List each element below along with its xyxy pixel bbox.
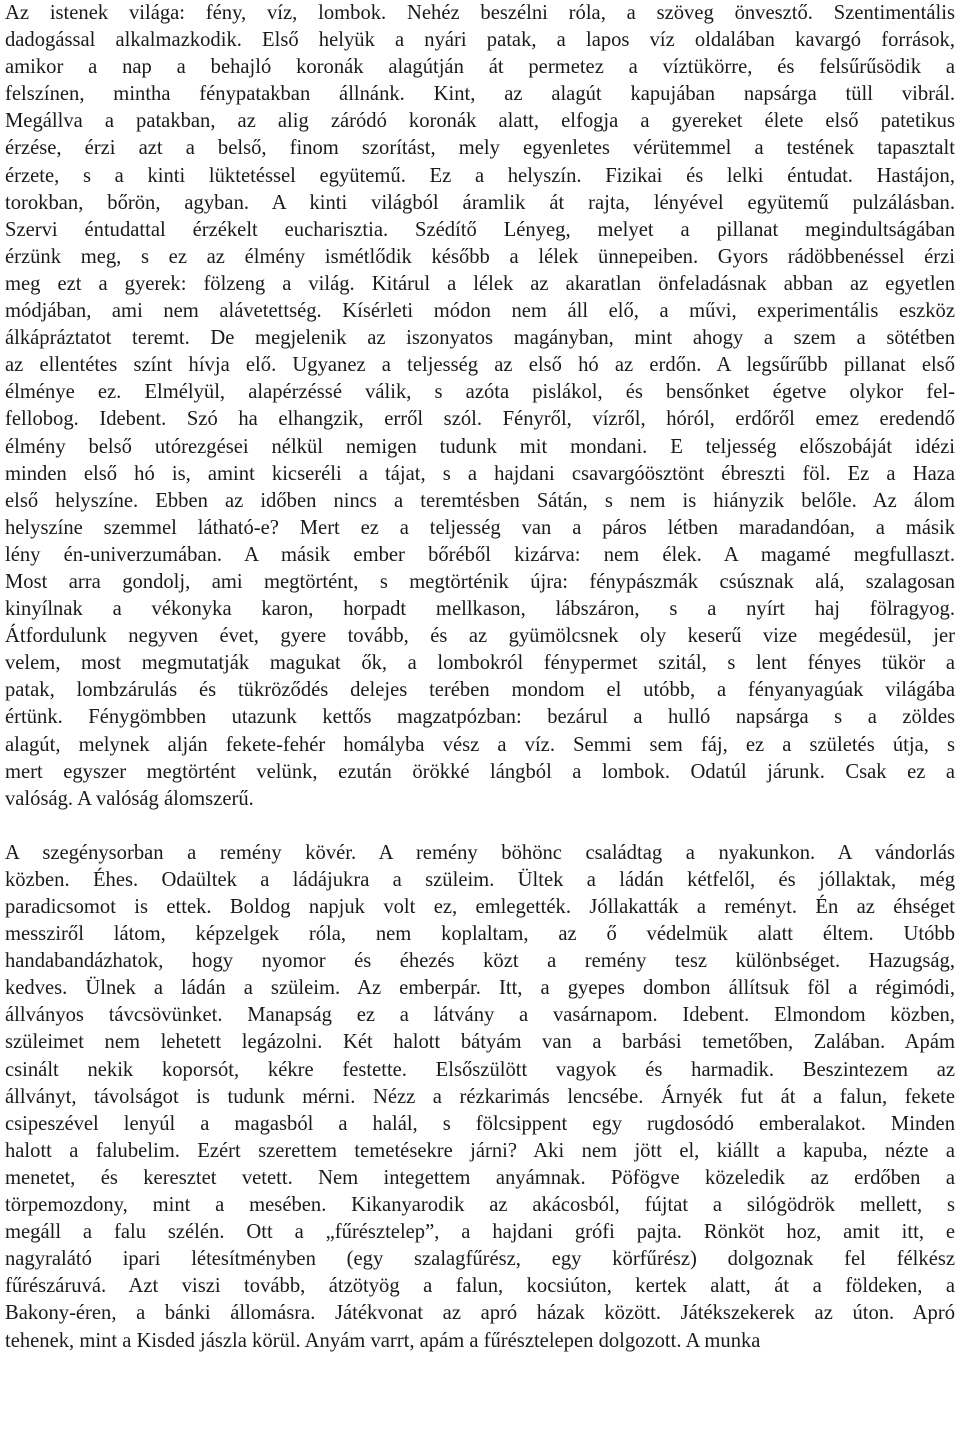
text-line: torokban, bőrön, agyban. A kinti világból áramlik át rajta, lényével együtemű pulzálásban.: [5, 191, 955, 214]
text-line: paradicsomot is ettek. Boldog napjuk volt ez, emlegették. Jóllakatták a reményt. Én az éhséget: [5, 896, 955, 918]
text-line: helyszíne szemmel látható-e? Mert ez a teljesség van a páros létben maradandóan, a másik: [5, 516, 955, 539]
text-line: módjában, ami nem alávetettség. Kísérleti módon nem áll elő, a művi, experimentális eszköz: [5, 300, 955, 323]
text-line: élmény belső utórezgései nélkül nemigen tudunk mit mondani. E teljesség előszobáját idézi: [5, 435, 955, 458]
text-line: állványos távcsövünket. Manapság ez a látvány a vasárnapom. Idebent. Elmondom közben,: [5, 1004, 955, 1027]
text-line: érzünk meg, s ez az élmény ismétlődik később a lélek ünnepeiben. Gyors rádöbbenéssel érzi: [5, 245, 955, 268]
text-line: tehenek, mint a Kisded jászla körül. Anyám varrt, apám a fűrésztelepen dolgozott. A munka: [5, 1329, 761, 1352]
text-line: felszínen, mintha fénypatakban állnánk. Kint, az alagút kapujában napsárga tüll vibrál.: [5, 83, 955, 106]
text-line: menetet, és keresztet vetett. Nem integettem anyámnak. Pöfögve közeledik az erdőben a: [5, 1166, 955, 1189]
text-line: kedves. Ülnek a ládán a szüleim. Az emberpár. Itt, a gyepes dombon állítsuk föl a régimódi,: [5, 977, 955, 1000]
text-line: lény én-univerzumában. A másik ember bőréből kizárva: nem élek. A magamé megfullaszt.: [5, 543, 955, 566]
text-line: amikor a nap a behajló koronák alagútján át permetez a víztükörre, és felsűrűsödik a: [5, 56, 955, 79]
text-line: messziről látom, képzelgek róla, nem koplaltam, az ő védelmük alatt éltem. Utóbb: [5, 923, 955, 946]
text-line: álkápráztatot teremt. De megjelenik az iszonyatos magányban, mint ahogy a szem a sötétben: [5, 327, 955, 350]
text-line: Bakony-éren, a bánki állomásra. Játékvonat az apró házak között. Játékszekerek az úton. Apró: [5, 1302, 955, 1325]
text-line: handabandázhatok, hogy nyomor és éhezés közt a remény tesz különbséget. Hazugság,: [5, 950, 955, 973]
text-line: fellobog. Idebent. Szó ha elhangzik, erről szól. Fényről, vízről, hóról, erdőről emez eredendő: [5, 408, 955, 431]
paragraph-2: [5, 840, 955, 1355]
text-line: Most arra gondolj, ami megtörtént, s megtörténik újra: fénypászmák csúsznak alá, szalagosan: [5, 570, 955, 593]
text-line: dadogással alkalmazkodik. Első helyük a nyári patak, a lapos víz oldalában kavargó források,: [5, 29, 955, 52]
text-line: halott a falubelim. Ezért szerettem temetésekre járni? Aki nem jött el, kiállt a kapuba, nézte a: [5, 1139, 955, 1162]
text-line: az ellentétes színt hívja elő. Ugyanez a teljesség az első hó az erdőn. A legsűrűbb pillanat első: [5, 354, 955, 377]
text-line: alagút, melynek alján fekete-fehér homályba vész a víz. Semmi sem fáj, ez a születés útja, s: [5, 733, 955, 756]
text-line: Megállva a patakban, az alig záródó koronák alatt, elfogja a gyereket élete első patetikus: [5, 110, 955, 133]
text-line: Átfordulunk negyven évet, gyere tovább, és az gyümölcsnek oly keserű vize megédesül, jer: [5, 625, 955, 648]
text-line: velem, most megmutatják magukat ők, a lombokról fénypermet szitál, s lent fényes tükör a: [5, 652, 955, 675]
text-line: patak, lombzárulás és tükröződés delejes terében mondom el utóbb, a fényanyagúak világába: [5, 679, 955, 702]
text-line: első helyszíne. Ebben az időben nincs a teremtésben Sátán, s nem is hiányzik belőle. Az álom: [5, 489, 955, 512]
text-line: állványt, távolságot is tudunk mérni. Nézz a rézkarimás lencsébe. Árnyék fut át a falun, fekete: [5, 1085, 955, 1108]
text-line: meg ezt a gyerek: fölzeng a világ. Kitárul a lélek az akaratlan önfeladásnak abban az egyetlen: [5, 272, 955, 295]
text-line: mert egyszer megtörtént velünk, ezután örökké lángból a lombok. Odatúl járunk. Csak ez a: [5, 760, 955, 783]
text-line: csipeszével lenyúl a magasból a halál, s fölcsippent egy rugdosódó emberalakot. Minden: [5, 1112, 955, 1135]
text-line: élménye ez. Elmélyül, alapérzéssé válik, s azóta pislákol, és bensőnket égetve olykor fel-: [5, 381, 955, 404]
document-page: [5, 0, 955, 1355]
text-line: érzete, s a kinti lüktetéssel együtemű. Ez a helyszín. Fizikai és lelki éntudat. Hastájon,: [5, 164, 955, 187]
text-line: A szegénysorban a remény kövér. A remény böhönc családtag a nyakunkon. A vándorlás: [5, 841, 955, 864]
text-line: csinált nekik koporsót, kékre festette. Elsőszülött vagyok és harmadik. Beszintezem az: [5, 1058, 955, 1081]
text-line: törpemozdony, mint a mesében. Kikanyarodik az akácosból, fújtat a silógödrök mellett, s: [5, 1194, 955, 1217]
text-line: fűrészáruvá. Azt viszi tovább, átzötyög a falun, kocsiúton, kertek alatt, át a földeken, a: [5, 1275, 955, 1298]
text-line: szüleimet nem lehetett legázolni. Két halott bátyám van a barbási temetőben, Zalában. Apám: [5, 1031, 955, 1054]
text-line: megáll a falu szélén. Ott a „fűrésztelep”, a hajdani grófi pajta. Rönköt hoz, amit itt, e: [5, 1221, 955, 1244]
text-line: Szervi éntudattal érzékelt eucharisztia. Szédítő Lényeg, melyet a pillanat megindultságában: [5, 218, 955, 241]
text-line: közben. Éhes. Odaültek a ládájukra a szüleim. Ültek a ládán kétfelől, és jóllaktak, még: [5, 868, 955, 891]
text-line: értünk. Fénygömbben utazunk kettős magzatpózban: bezárul a hulló napsárga s a zöldes: [5, 706, 955, 729]
text-line: Az istenek világa: fény, víz, lombok. Nehéz beszélni róla, a szöveg önvesztő. Szentimentális: [5, 2, 955, 24]
text-line: nagyralátó ipari létesítményben (egy szalagfűrész, egy körfűrész) dolgoznak fel félkész: [5, 1248, 955, 1271]
paragraph-1: [5, 0, 955, 813]
text-line: érzése, érzi azt a belső, finom szorítást, mely egyenletes vérütemmel a testének tapasztalt: [5, 137, 955, 160]
text-line: valóság. A valóság álomszerű.: [5, 787, 254, 810]
text-line: minden első hó is, amint kicseréli a tájat, s a hajdani csavargóösztönt ébreszti föl. Ez a Haza: [5, 462, 955, 485]
text-line: kinyílnak a vékonyka karon, horpadt mellkason, lábszáron, s a nyírt haj fölragyog.: [5, 598, 955, 621]
